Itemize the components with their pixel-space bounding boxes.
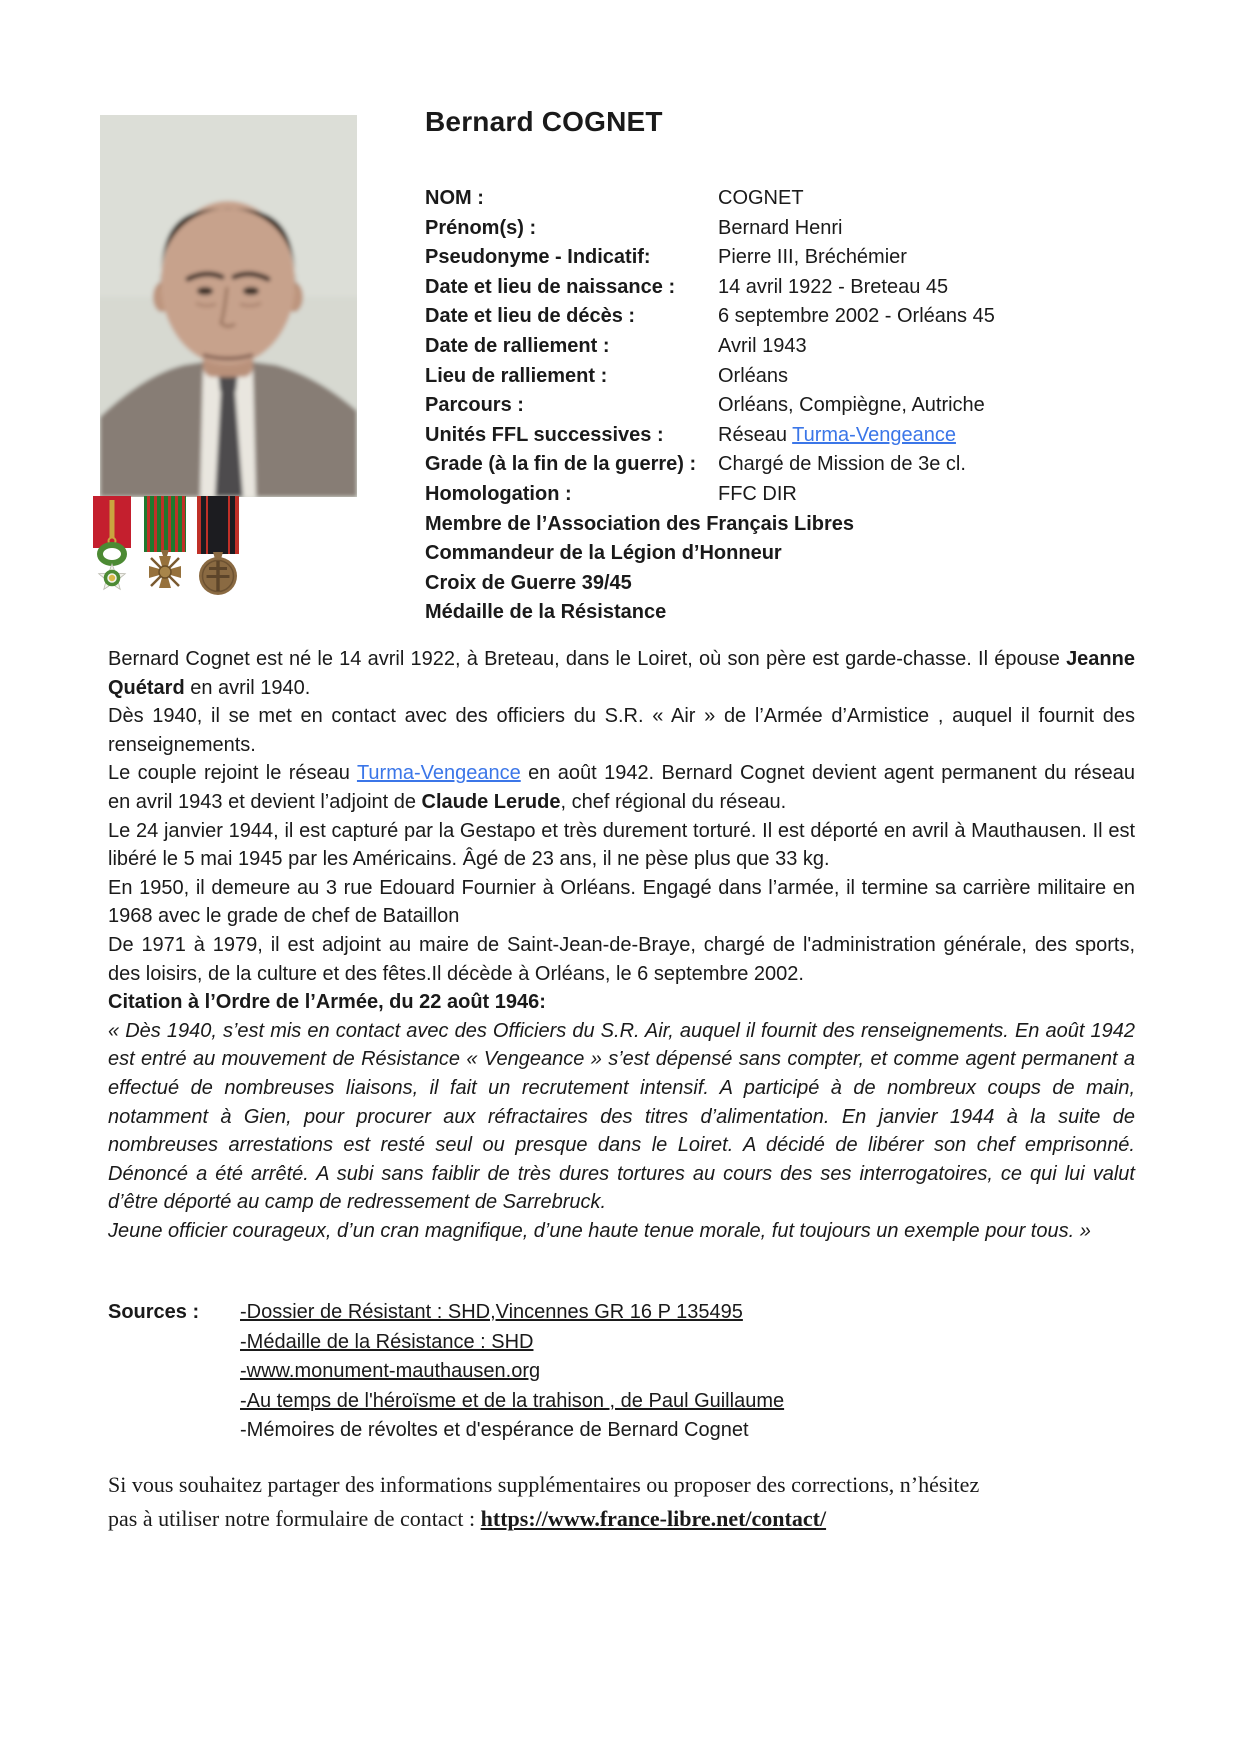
field-label: Prénom(s) : — [425, 216, 537, 239]
source-link[interactable]: -Dossier de Résistant : SHD,Vincennes GR 16 P 135495 — [240, 1301, 743, 1324]
field-label: NOM : — [425, 187, 484, 209]
field-value: Réseau Turma-Vengeance — [718, 423, 956, 446]
field-value: 6 septembre 2002 - Orléans 45 — [718, 305, 995, 328]
citation-quote: « Dès 1940, s’est mis en contact avec des Officiers du S.R. Air, auquel il fournit des renseignements. En août 1942 est entré au mouvement de Résistance « Vengeance » s’est dépensé sans compter, et comme agent permanent a effectué de nombreuses liaisons, il fait un recrutement intensif. A participé à de nombreux coups de main, notamment à Gien, pour procurer aux réfractaires des titres d’alimentation. En janvier 1944 à la suite de nombreuses arrestations est resté seul ou presque dans le Loiret. A décidé de libérer son chef emprisonné. Dénoncé a été arrêté. A subi sans faiblir de très dures tortures au cours des ses interrogatoires, ce qui lui valut d’être déporté au camp de redressement de Sarrebruck. — [108, 1019, 1135, 1214]
body-paragraph: De 1971 à 1979, il est adjoint au maire de Saint-Jean-de-Braye, chargé de l'administration générale, des sports, des loisirs, de la culture et des fêtes.Il décède à Orléans, le 6 septembre 2002. — [108, 933, 1135, 985]
footer-note — [108, 1468, 1135, 1536]
sources-section — [108, 1298, 1135, 1445]
field-value: COGNET — [718, 187, 804, 209]
field-row-grade — [425, 450, 995, 480]
field-value: Orléans, Compiègne, Autriche — [718, 394, 985, 417]
footer-line1: Si vous souhaitez partager des informations supplémentaires ou proposer des corrections, n’hésitez — [108, 1471, 980, 1497]
source-text: -Mémoires de révoltes et d'espérance de Bernard Cognet — [240, 1419, 749, 1442]
medaille-resistance-medal — [192, 496, 244, 600]
turma-vengeance-link[interactable]: Turma-Vengeance — [792, 423, 956, 446]
source-item — [240, 1416, 784, 1445]
page-title: Bernard COGNET — [425, 106, 663, 137]
field-label: Date de ralliement : — [425, 334, 610, 357]
field-label: Lieu de ralliement : — [425, 364, 608, 387]
source-item — [240, 1298, 784, 1327]
field-value: Pierre III, Bréchémier — [718, 246, 907, 269]
field-label: Parcours : — [425, 394, 524, 417]
field-row-homologation — [425, 480, 995, 510]
body-paragraph: Le couple rejoint le réseau Turma-Vengeance en août 1942. Bernard Cognet devient agent permanent du réseau en avril 1943 et devient l’adjoint de Claude Lerude, chef régional du réseau. — [108, 762, 1135, 813]
field-row-nom — [425, 184, 995, 214]
field-value: FFC DIR — [718, 482, 797, 505]
field-row-naissance — [425, 273, 995, 303]
field-label: Pseudonyme - Indicatif: — [425, 246, 651, 269]
portrait-photo — [100, 115, 357, 497]
info-block — [425, 184, 995, 628]
citation-quote: Jeune officier courageux, d’un cran magnifique, d’une haute tenue morale, fut toujours un exemple pour tous. » — [108, 1219, 1091, 1242]
citation-heading: Citation à l’Ordre de l’Armée, du 22 août 1946: — [108, 991, 546, 1014]
body-paragraph: En 1950, il demeure au 3 rue Edouard Fournier à Orléans. Engagé dans l’armée, il termine sa carrière militaire en 1968 avec le grade de chef de Bataillon — [108, 876, 1135, 928]
field-row-lieu-ralliement — [425, 362, 995, 392]
field-row-prenoms — [425, 214, 995, 244]
turma-vengeance-link[interactable]: Turma-Vengeance — [356, 762, 521, 785]
contact-link[interactable]: https://www.france-libre.net/contact/ — [480, 1505, 827, 1531]
main-text — [108, 645, 1135, 1536]
field-value: Chargé de Mission de 3e cl. — [718, 453, 966, 476]
sources-label: Sources : — [108, 1301, 200, 1324]
field-label: Date et lieu de naissance : — [425, 275, 676, 298]
legion-honneur-medal — [86, 496, 138, 600]
source-link[interactable]: -www.monument-mauthausen.org — [240, 1360, 541, 1383]
field-value: Bernard Henri — [718, 216, 843, 239]
sources-list — [240, 1298, 784, 1445]
source-item — [240, 1357, 784, 1386]
field-row-parcours — [425, 391, 995, 421]
source-item — [240, 1328, 784, 1357]
field-value: 14 avril 1922 - Breteau 45 — [718, 275, 949, 298]
honor-line: Commandeur de la Légion d’Honneur — [425, 542, 782, 565]
source-link[interactable]: -Médaille de la Résistance : SHD — [240, 1330, 534, 1353]
field-row-date-ralliement — [425, 332, 995, 362]
field-row-pseudonyme — [425, 243, 995, 273]
source-link[interactable]: -Au temps de l'héroïsme et de la trahison , de Paul Guillaume — [240, 1389, 785, 1412]
honor-line: Médaille de la Résistance — [425, 601, 667, 624]
field-value: Orléans — [718, 364, 789, 387]
body-paragraph: Dès 1940, il se met en contact avec des officiers du S.R. « Air » de l’Armée d’Armistice , auquel il fournit des renseignements. — [108, 705, 1135, 756]
source-item — [240, 1387, 784, 1416]
field-label: Homologation : — [425, 482, 572, 505]
body-paragraph: Le 24 janvier 1944, il est capturé par la Gestapo et très durement torturé. Il est déporté en avril à Mauthausen. Il est libéré le 5 mai 1945 par les Américains. Âgé de 23 ans, il ne pèse plus que 33 kg. — [108, 819, 1135, 871]
croix-de-guerre-medal — [139, 496, 191, 600]
field-label: Unités FFL successives : — [425, 423, 664, 446]
field-label: Grade (à la fin de la guerre) : — [425, 453, 697, 476]
field-label: Date et lieu de décès : — [425, 305, 636, 328]
bold-name: Claude Lerude — [421, 790, 561, 813]
field-value: Avril 1943 — [718, 334, 807, 357]
honor-line: Croix de Guerre 39/45 — [425, 571, 632, 594]
field-row-deces — [425, 302, 995, 332]
body-paragraph: Bernard Cognet est né le 14 avril 1922, à Breteau, dans le Loiret, où son père est garde-chasse. Il épouse Jeanne Quétard en avril 1940. — [108, 648, 1135, 699]
field-row-unites — [425, 421, 995, 451]
medals-row — [86, 496, 244, 600]
honor-line: Membre de l’Association des Français Libres — [425, 512, 855, 535]
bold-name: Jeanne Quétard — [108, 648, 1135, 699]
footer-line2: pas à utiliser notre formulaire de contact : https://www.france-libre.net/contact/ — [108, 1505, 827, 1531]
